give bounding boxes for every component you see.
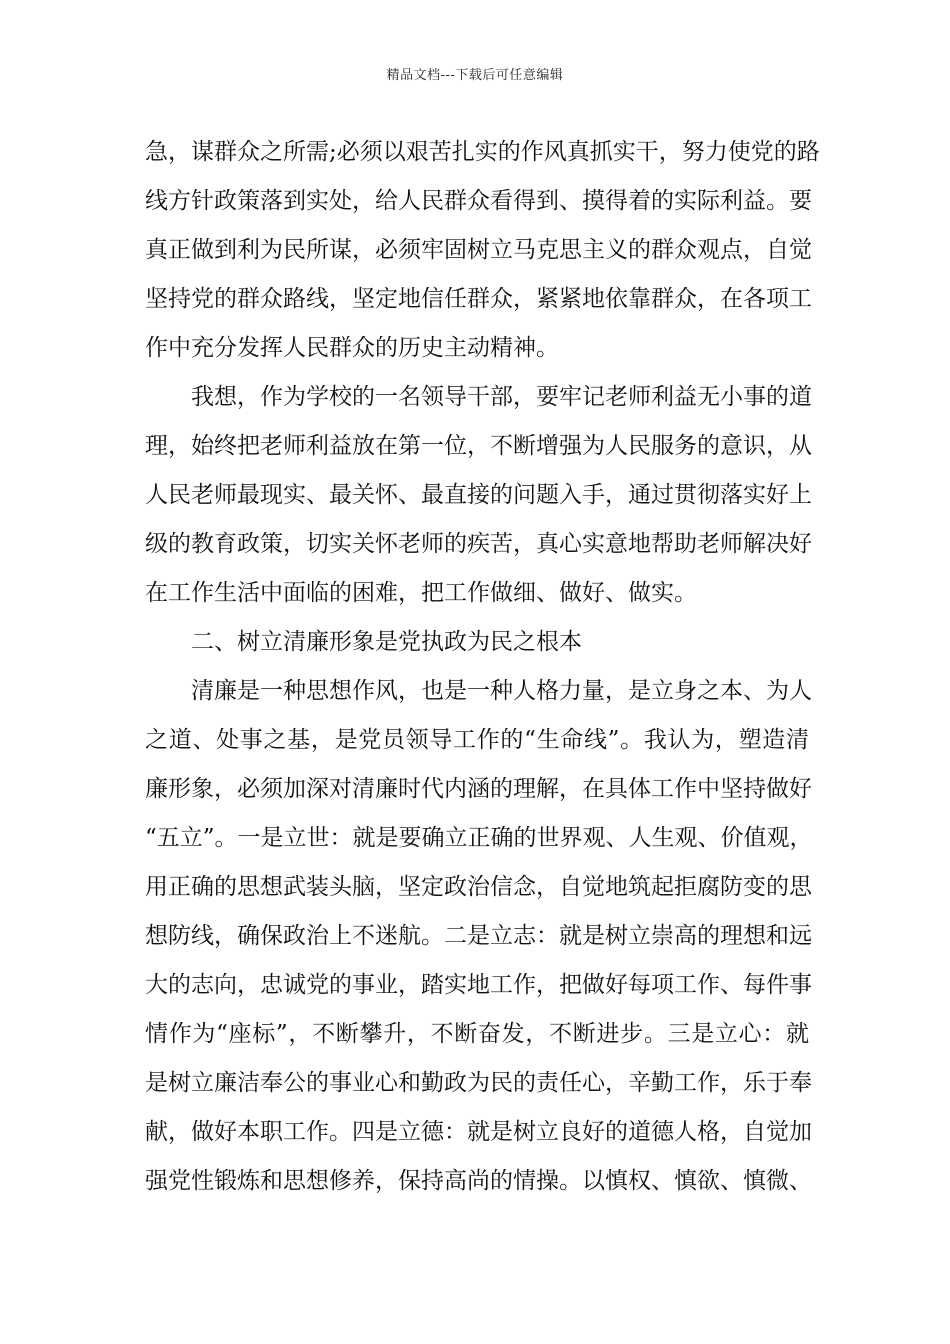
text-line: 是树立廉洁奉公的事业心和勤政为民的责任心，辛勤工作，乐于奉 [145,1070,812,1096]
text-line: 我想，作为学校的一名领导干部，要牢记老师利益无小事的道 [191,384,812,410]
text-line: 献，做好本职工作。四是立德：就是树立良好的道德人格，自觉加 [145,1119,812,1145]
text-line: 真正做到利为民所谋，必须牢固树立马克思主义的群众观点，自觉 [145,237,812,263]
text-line: 级的教育政策，切实关怀老师的疾苦，真心实意地帮助老师解决好 [145,531,812,557]
text-line: 之道、处事之基，是党员领导工作的“生命线”。我认为，塑造清 [145,727,809,753]
paragraph-2 [145,373,812,618]
paragraph-3 [145,667,813,1206]
text-line: 清廉是一种思想作风，也是一种人格力量，是立身之本、为人 [191,678,812,704]
text-line: 急，谋群众之所需;必须以艰苦扎实的作风真抓实干，努力使党的路 [145,139,820,165]
text-line: 强党性锻炼和思想修养，保持高尚的情操。以慎权、慎欲、慎微、 [145,1168,812,1194]
text-line: 理，始终把老师利益放在第一位，不断增强为人民服务的意识，从 [145,433,812,459]
heading-line: 二、树立清廉形象是党执政为民之根本 [191,629,582,655]
section-heading [145,618,809,667]
text-line: “五立”。一是立世：就是要确立正确的世界观、人生观、价值观， [145,825,813,851]
text-line: 情作为“座标”，不断攀升，不断奋发，不断进步。三是立心：就 [145,1021,809,1047]
text-line: 线方针政策落到实处，给人民群众看得到、摸得着的实际利益。要 [145,188,812,214]
paragraph-1 [145,128,820,373]
document-body [145,128,820,1206]
text-line: 廉形象，必须加深对清廉时代内涵的理解，在具体工作中坚持做好 [145,776,812,802]
page-header: 精品文档---下载后可任意编辑 [386,68,564,83]
text-line: 作中充分发挥人民群众的历史主动精神。 [145,335,559,361]
text-line: 用正确的思想武装头脑，坚定政治信念，自觉地筑起拒腐防变的思 [145,874,812,900]
text-line: 坚持党的群众路线，坚定地信任群众，紧紧地依靠群众，在各项工 [145,286,812,312]
text-line: 大的志向，忠诚党的事业，踏实地工作，把做好每项工作、每件事 [145,972,812,998]
text-line: 人民老师最现实、最关怀、最直接的问题入手，通过贯彻落实好上 [145,482,812,508]
text-line: 想防线，确保政治上不迷航。二是立志：就是树立崇高的理想和远 [145,923,812,949]
text-line: 在工作生活中面临的困难，把工作做细、做好、做实。 [145,580,697,606]
